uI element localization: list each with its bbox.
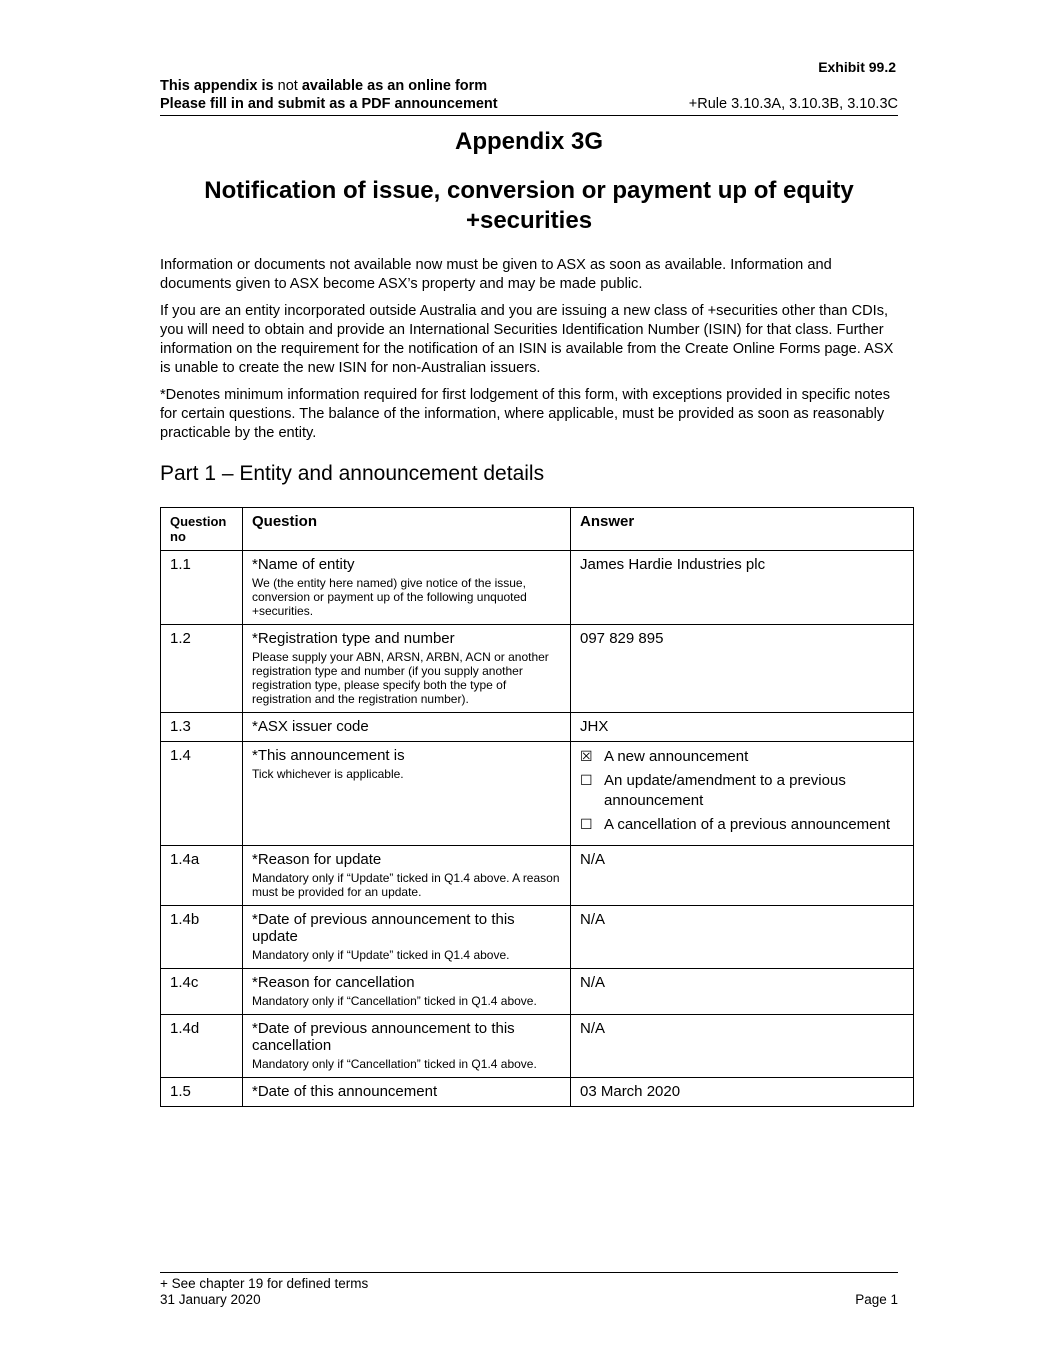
intro-section [160,256,898,451]
column-header-question: Question [243,508,571,551]
question-cell [243,1078,571,1107]
footer-defined-terms: + See chapter 19 for defined terms [160,1276,369,1291]
question-note: Tick whichever is applicable. [252,767,404,781]
header-line-1-pre: This appendix is [160,78,278,94]
table-row [161,906,914,969]
question-cell [243,713,571,742]
answer-cell [571,742,914,846]
question-cell [243,742,571,846]
question-no: 1.4c [161,969,243,1015]
question-text: *Reason for update [252,851,382,868]
answer-cell: James Hardie Industries plc [571,551,914,625]
part-1-heading: Part 1 – Entity and announcement details [160,462,545,485]
question-text: *This announcement is [252,747,405,764]
answer-cell: N/A [571,1015,914,1078]
question-note: Please supply your ABN, ARSN, ARBN, ACN or another registration type and number (if you supply another registration type, please specify both the type of registration and the registration number). [252,650,549,706]
question-no: 1.2 [161,625,243,713]
table-row [161,1078,914,1107]
table-row [161,551,914,625]
table-row [161,625,914,713]
question-note: Mandatory only if “Update” ticked in Q1.4 above. [252,948,510,962]
option-update-announcement[interactable] [580,771,905,811]
subtitle-line-2: +securities [465,207,593,234]
question-cell [243,551,571,625]
footer-row-2 [160,1292,898,1308]
answer-cell: N/A [571,906,914,969]
table-row [161,846,914,906]
answer-cell: 03 March 2020 [571,1078,914,1107]
question-text: *Date of previous announcement to this update [252,911,515,945]
question-no: 1.4d [161,1015,243,1078]
page-title: Appendix 3G [454,128,604,155]
question-cell [243,1015,571,1078]
question-note: Mandatory only if “Cancellation” ticked in Q1.4 above. [252,1057,537,1071]
table-header-row [161,508,914,551]
unchecked-checkbox-icon[interactable]: ☐ [580,773,593,789]
question-text: *Registration type and number [252,630,455,647]
question-text: *Date of this announcement [252,1083,438,1100]
table-row [161,742,914,846]
header-submit-instruction: Please fill in and submit as a PDF announcement [160,96,498,112]
column-header-answer: Answer [571,508,914,551]
header-line-1 [160,78,898,94]
question-cell [243,846,571,906]
question-text: *Date of previous announcement to this cancellation [252,1020,515,1054]
question-text: *ASX issuer code [252,718,369,735]
footer-date: 31 January 2020 [160,1292,261,1307]
intro-paragraph-2: If you are an entity incorporated outside Australia and you are issuing a new class of +securities other than CDIs, you will need to obtain and provide an International Securities Identification Number (ISIN) for that class. Further information on the requirement for the notification of an ISIN is available from the Create Online Forms page. ASX is unable to create the new ISIN for non-Australian issuers. [160,303,894,376]
answer-cell: JHX [571,713,914,742]
question-cell [243,906,571,969]
unchecked-checkbox-icon[interactable]: ☐ [580,817,593,833]
option-cancellation-announcement[interactable] [580,815,905,835]
question-note: Mandatory only if “Update” ticked in Q1.4 above. A reason must be provided for an update. [252,871,560,899]
footer-page-number: Page 1 [855,1292,898,1307]
checked-checkbox-icon[interactable]: ☒ [580,749,593,765]
question-no: 1.3 [161,713,243,742]
header-line-1-not: not [277,78,298,94]
option-new-announcement[interactable] [580,747,905,767]
answer-cell: N/A [571,969,914,1015]
question-note: We (the entity here named) give notice of the issue, conversion or payment up of the following unquoted +securities. [252,576,527,618]
option-label: An update/amendment to a previous announcement [604,772,846,809]
intro-paragraph-3: *Denotes minimum information required for first lodgement of this form, with exceptions provided in specific notes for certain questions. The balance of the information, where applicable, must be provided as soon as reasonably practicable by the entity. [160,387,891,441]
question-no: 1.5 [161,1078,243,1107]
header-line-1-post: available as an online form [297,78,488,94]
answer-cell: N/A [571,846,914,906]
table-row [161,969,914,1015]
column-header-question-no: Question no [161,508,243,551]
question-no: 1.1 [161,551,243,625]
question-text: *Reason for cancellation [252,974,415,991]
answer-cell: 097 829 895 [571,625,914,713]
header-line-2 [160,96,898,116]
question-text: *Name of entity [252,556,355,573]
intro-paragraph-1: Information or documents not available now must be given to ASX as soon as available. Information and documents given to ASX become ASX’s property and may be made public. [160,257,832,292]
header-rule-reference: +Rule 3.10.3A, 3.10.3B, 3.10.3C [688,96,898,112]
question-no: 1.4a [161,846,243,906]
option-label: A new announcement [604,748,749,765]
page-footer [160,1272,898,1308]
question-cell [243,625,571,713]
question-note: Mandatory only if “Cancellation” ticked in Q1.4 above. [252,994,537,1008]
entity-details-table [160,507,914,1107]
option-label: A cancellation of a previous announcement [604,816,891,833]
subtitle-line-1: Notification of issue, conversion or payment up of equity [204,177,854,204]
question-cell [243,969,571,1015]
table-row [161,1015,914,1078]
exhibit-label: Exhibit 99.2 [818,59,896,75]
question-no: 1.4b [161,906,243,969]
table-row [161,713,914,742]
question-no: 1.4 [161,742,243,846]
page-subtitle [160,176,898,236]
